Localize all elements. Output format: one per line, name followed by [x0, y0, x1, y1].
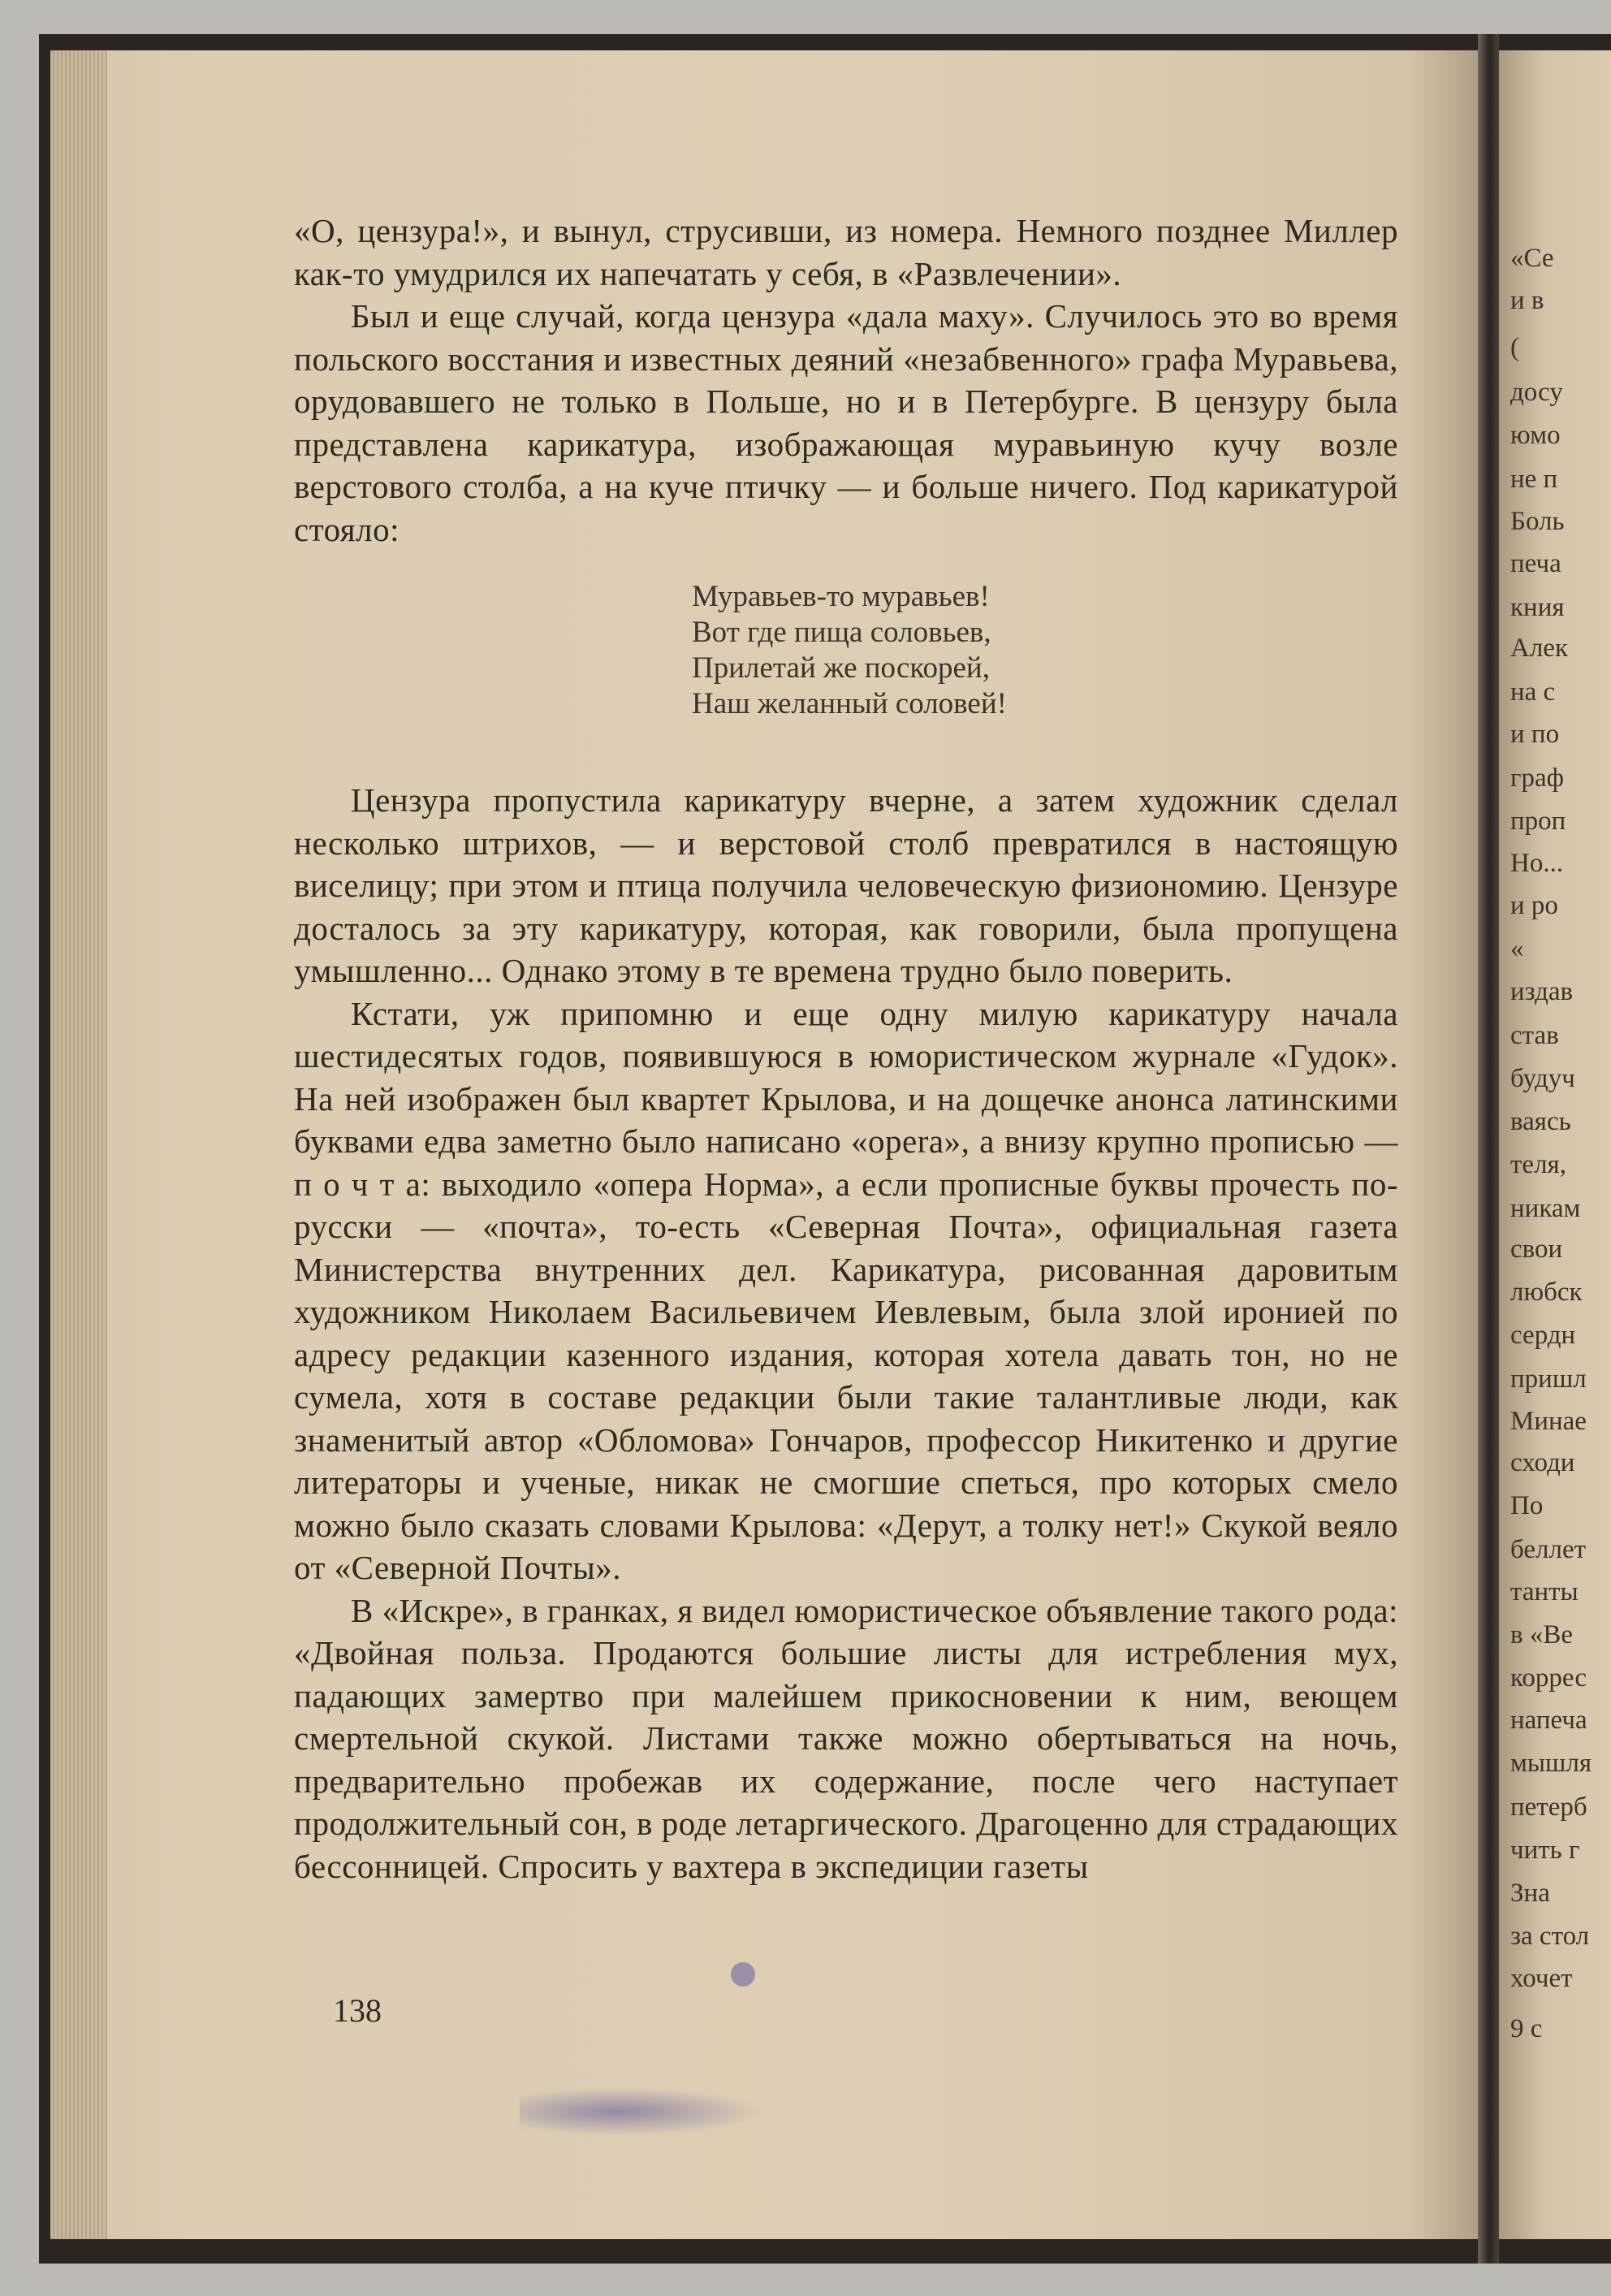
right-page-line: Минае — [1510, 1407, 1587, 1436]
poem-line: Вот где пища соловьев, — [692, 616, 991, 649]
right-page-line: беллет — [1510, 1535, 1587, 1564]
right-page-line: танты — [1510, 1577, 1579, 1606]
right-page-line: свои — [1510, 1234, 1563, 1264]
right-page-line: сходи — [1510, 1448, 1575, 1477]
right-page-line: Алек — [1510, 633, 1568, 663]
right-page-line: ваясь — [1510, 1107, 1571, 1136]
page-number: 138 — [333, 1992, 382, 2029]
right-page-line: хочет — [1510, 1964, 1573, 1993]
right-page-line: По — [1510, 1491, 1544, 1520]
right-page-line: сердн — [1510, 1321, 1576, 1350]
right-page-line: издав — [1510, 977, 1574, 1006]
ink-mark — [731, 1962, 755, 1987]
paragraph: В «Искре», в гранках, я видел юмористическое объявление такого рода: «Двойная польза. Продаются большие листы для истребления мух, падающих замертво при малейшем прикосновении к ним, веющем смертельной скукой. Листами также можно обертываться на ночь, предварительно пробежав их содержание, после чего наступает продолжительный сон, в роде летаргического. Драгоценно для страдающих бессонницей. Спросить у вахтера в экспедиции газеты — [294, 1591, 1398, 1885]
right-page-line: граф — [1510, 763, 1565, 793]
right-page-line: за стол — [1510, 1922, 1590, 1951]
library-stamp — [520, 2087, 763, 2136]
right-page-line: мышля — [1510, 1749, 1592, 1778]
right-page-line: будуч — [1510, 1064, 1575, 1093]
poem — [692, 579, 1398, 722]
right-page-line: и ро — [1510, 891, 1558, 920]
right-page-line: любск — [1510, 1278, 1583, 1307]
right-page-line: напеча — [1510, 1706, 1587, 1735]
right-page-line: коррес — [1510, 1663, 1587, 1693]
book-gutter — [1478, 34, 1499, 2264]
right-page-line: «Се — [1510, 244, 1554, 273]
right-page-line: и в — [1510, 286, 1544, 315]
right-page-line: теля, — [1510, 1150, 1566, 1179]
right-page-line: кния — [1510, 593, 1565, 622]
right-page-line: Зна — [1510, 1879, 1550, 1908]
right-page-line: никам — [1510, 1194, 1581, 1223]
poem-line: Наш желанный соловей! — [692, 687, 1007, 720]
right-page-line: и по — [1510, 720, 1560, 749]
poem-line: Прилетай же поскорей, — [692, 651, 990, 685]
right-page-line: чить г — [1510, 1836, 1580, 1865]
right-page-line: 9 с — [1510, 2014, 1543, 2043]
right-page-line: на с — [1510, 677, 1556, 707]
page-edges — [50, 50, 107, 2239]
right-page-line: « — [1510, 934, 1524, 963]
right-page-line: Но... — [1510, 849, 1564, 878]
page-text — [294, 210, 1398, 1887]
right-page-line: не п — [1510, 465, 1558, 494]
poem-line: Муравьев-то муравьев! — [692, 580, 990, 613]
right-page-line: печа — [1510, 549, 1561, 578]
right-page-line: петерб — [1510, 1792, 1587, 1822]
right-page-line: Боль — [1510, 507, 1565, 536]
right-page-line: ( — [1510, 333, 1519, 362]
right-page-line: досу — [1510, 378, 1563, 407]
paragraph: Цензура пропустила карикатуру вчерне, а затем художник сделал несколько штрихов, — и верстовой столб превратился в настоящую виселицу; при этом и птица получила человеческую физиономию. Цензуре досталось за эту карикатуру, которая, как говорили, была пропущена умышленно... Однако этому в те времена трудно было поверить. — [294, 781, 1398, 989]
right-page-line: пришл — [1510, 1364, 1587, 1394]
right-page-line: в «Ве — [1510, 1620, 1573, 1650]
paragraph: Кстати, уж припомню и еще одну милую карикатуру начала шестидесятых годов, появившуюся в юмористическом журнале «Гудок». На ней изображен был квартет Крылова, и на дощечке анонса латинскими буквами едва заметно было написано «opera», а внизу крупно прописью — п о ч т а: выходило «опера Норма», а если прописные буквы прочесть по-русски — «почта», то-есть «Северная Почта», официальная газета Министерства внутренних дел. Карикатура, рисованная даровитым художником Николаем Васильевичем Иевлевым, была злой иронией по адресу редакции казенного издания, которая хотела давать тон, но не сумела, хотя в составе редакции были такие талантливые люди, как знаменитый автор «Обломова» Гончаров, профессор Никитенко и другие литераторы и ученые, никак не смогшие спеться, про которых смело можно было сказать словами Крылова: «Дерут, а толку нет!» Скукой веяло от «Северной Почты». — [294, 994, 1398, 1586]
right-page-line: проп — [1510, 806, 1566, 836]
right-page-line: став — [1510, 1021, 1559, 1050]
paragraph: «О, цензура!», и вынул, струсивши, из номера. Немного позднее Миллер как-то умудрился их напечатать у себя, в «Развлечении». — [294, 212, 1398, 292]
paragraph: Был и еще случай, когда цензура «дала маху». Случилось это во время польского восстания и известных деяний «незабвенного» графа Муравьева, орудовавшего не только в Польше, но и в Петербурге. В цензуру была представлена карикатура, изображающая муравьиную кучу возле верстового столба, а на куче птичку — и больше ничего. Под карикатурой стояло: — [294, 297, 1398, 548]
right-page-line: юмо — [1510, 421, 1561, 450]
